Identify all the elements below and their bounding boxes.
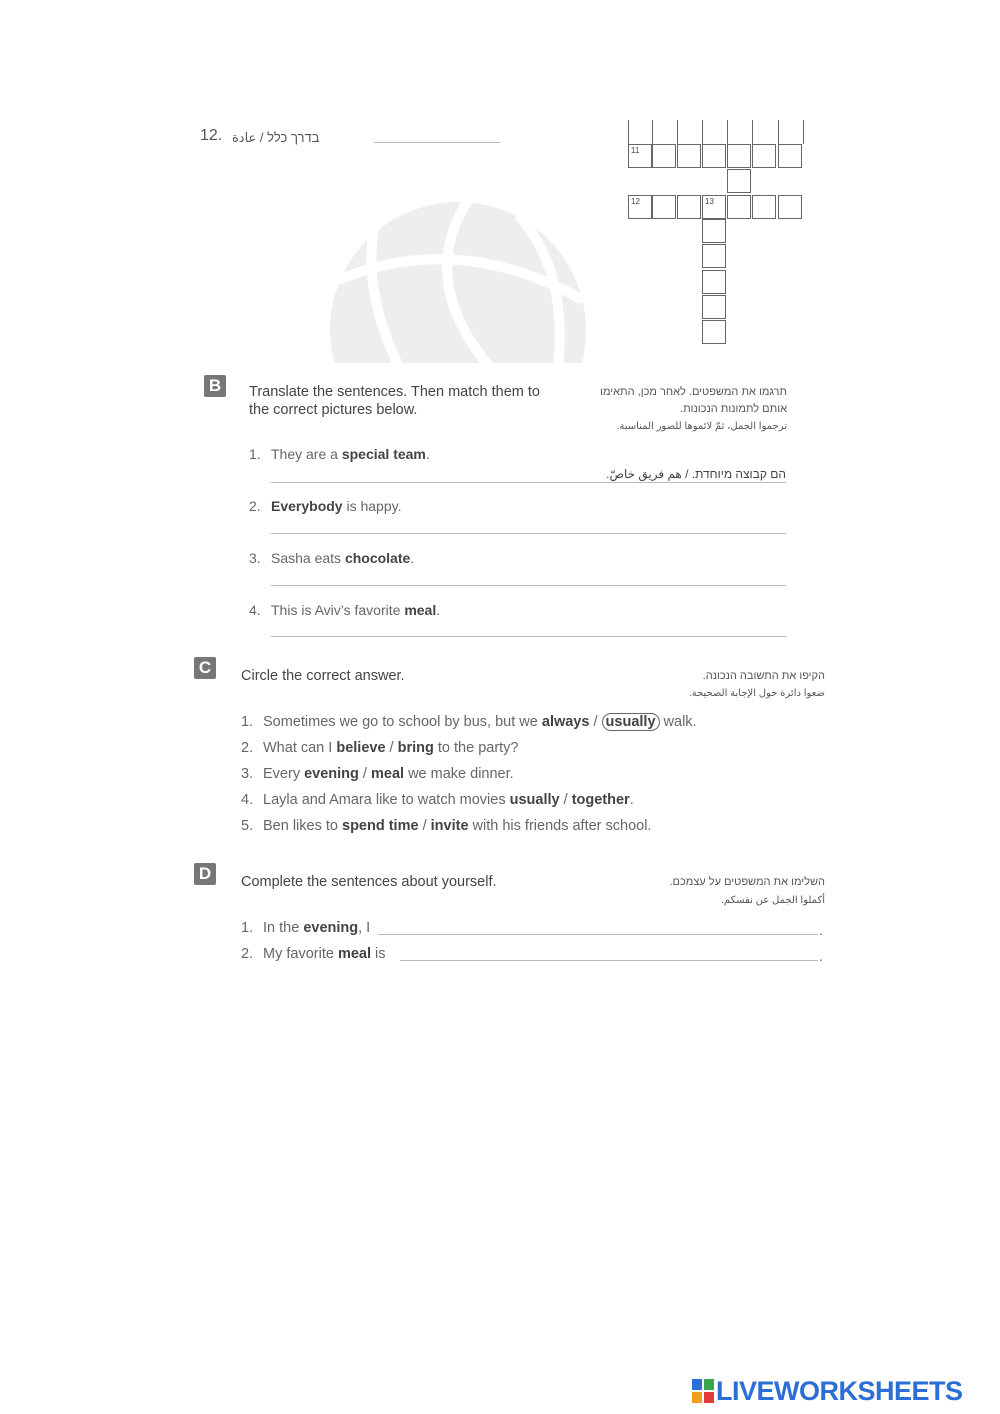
item-number: 5. [241,818,254,834]
item-number: 3. [249,550,261,566]
option-spend-time[interactable]: spend time [342,818,419,834]
item-12-hebrew-arabic: בדרך כלל / عادة [232,130,320,145]
item-text: walk. [659,714,697,730]
section-d-badge: D [194,863,216,885]
item-text: This is Aviv’s favorite [271,602,405,618]
answer-line[interactable] [378,934,818,935]
section-c-item [241,740,519,756]
item-text: My favorite [263,946,338,962]
crossword-cell[interactable] [752,144,776,168]
item-text: with his friends after school. [468,818,652,834]
crossword-cell[interactable] [702,244,726,268]
crossword-cell[interactable] [702,195,726,219]
item-keyword: special team [341,446,426,462]
item-number: 1. [241,920,254,936]
option-always[interactable]: always [541,714,590,730]
item-text: . [629,792,634,808]
item-text: What can I [263,740,337,756]
section-c-badge: C [194,657,216,679]
answer-line[interactable] [271,482,786,483]
item-text: They are a [271,446,342,462]
option-separator: / [418,818,431,834]
item-text: Every [263,766,305,782]
section-c-instruction-arabic: ضعوا دائرة حول الإجابة الصحيحة. [688,688,825,699]
sentence-end-period: . [819,948,823,964]
section-c-item [241,792,634,808]
option-separator: / [559,792,572,808]
brand-name: LIVEWORKSHEETS [716,1375,963,1406]
crossword-cell[interactable] [702,320,726,344]
answer-line[interactable] [271,636,786,637]
option-usually[interactable]: usually [509,792,560,808]
answer-line[interactable] [271,533,786,534]
option-usually-circled[interactable]: usually [602,713,660,731]
crossword-cell[interactable] [752,195,776,219]
crossword-cell[interactable] [778,195,802,219]
item-text: Ben likes to [263,818,342,834]
liveworksheets-logo[interactable] [692,1374,963,1408]
section-c-item [241,714,697,730]
crossword-cell[interactable] [778,144,802,168]
option-invite[interactable]: invite [430,818,469,834]
section-c-instruction: Circle the correct answer. [241,668,405,684]
section-d-instruction-hebrew: השלימו את המשפטים על עצמכם. [669,876,825,888]
item-number: 1. [241,714,254,730]
crossword-cell[interactable] [628,195,652,219]
item-text: is [371,946,386,962]
item-12-number: 12. [200,127,223,144]
section-b-item [249,550,414,566]
crossword-cell[interactable] [702,144,726,168]
option-separator: / [385,740,398,756]
crossword-cell[interactable] [702,295,726,319]
item-keyword: chocolate [344,550,411,566]
item-text: Sasha eats [271,550,345,566]
item-number: 1. [249,446,261,462]
item-text: In the [263,920,304,936]
section-b-item [249,446,430,462]
section-c-instruction-hebrew: הקיפו את התשובה הנכונה. [702,670,825,682]
basketball-watermark [318,190,598,365]
clue-number-12: 12 [631,197,640,206]
section-b-answer-1[interactable]: הם קבוצה מיוחדת. / هم فريق خاصّ. [606,467,786,481]
section-b-item [249,498,401,514]
item-keyword: evening [303,920,359,936]
option-believe[interactable]: believe [336,740,386,756]
option-meal[interactable]: meal [370,766,405,782]
option-evening[interactable]: evening [304,766,359,782]
crossword-cell[interactable] [628,144,652,168]
item-number: 2. [241,740,254,756]
crossword-cell[interactable] [677,144,701,168]
item-number: 4. [249,602,261,618]
crossword-cell[interactable] [702,270,726,294]
section-b-instruction: Translate the sentences. Then match them to the correct pictures below. [249,384,540,418]
item-keyword: meal [337,946,371,962]
item-text: . [410,550,415,566]
option-bring[interactable]: bring [397,740,434,756]
crossword-cell[interactable] [652,195,676,219]
item-number: 2. [241,946,254,962]
item-number: 2. [249,498,261,514]
section-b-badge: B [204,375,226,397]
option-separator: / [589,714,602,730]
item-text: is happy. [342,498,402,514]
item-keyword: meal [404,602,437,618]
clue-number-13: 13 [705,197,714,206]
crossword-cell[interactable] [652,144,676,168]
item-text: , I [358,920,371,936]
item-text: Sometimes we go to school by bus, but we [263,714,542,730]
section-c-item [241,818,651,834]
crossword-cell[interactable] [727,195,751,219]
live-blocks-icon [692,1379,714,1403]
section-d-item [241,946,386,962]
section-d-instruction: Complete the sentences about yourself. [241,874,497,890]
clue-number-11: 11 [631,146,640,155]
item-12-answer-line[interactable] [374,142,500,143]
crossword-cell[interactable] [727,169,751,193]
section-d-instruction-arabic: أكملوا الجمل عن نفسكم. [721,895,825,906]
item-keyword: Everybody [271,498,343,514]
item-text: Layla and Amara like to watch movies [263,792,510,808]
item-number: 3. [241,766,254,782]
section-d-item [241,920,370,936]
item-text: to the party? [433,740,519,756]
option-together[interactable]: together [571,792,630,808]
item-number: 4. [241,792,254,808]
crossword-cell[interactable] [677,195,701,219]
section-b-instruction-arabic: ترجموا الجمل، ثمّ لائموها للصور المناسبة. [616,421,787,432]
section-b-instruction-hebrew: תרגמו את המשפטים. לאחר מכן, התאימו אותם לתמונות הנכונות. [600,386,787,415]
crossword-cell[interactable] [702,219,726,243]
item-text: . [436,602,441,618]
item-text: we make dinner. [404,766,514,782]
sentence-end-period: . [819,922,823,938]
section-b-item [249,602,440,618]
crossword-cell[interactable] [727,144,751,168]
option-separator: / [358,766,371,782]
section-c-item [241,766,514,782]
answer-line[interactable] [271,585,786,586]
item-text: . [425,446,430,462]
answer-line[interactable] [400,960,818,961]
